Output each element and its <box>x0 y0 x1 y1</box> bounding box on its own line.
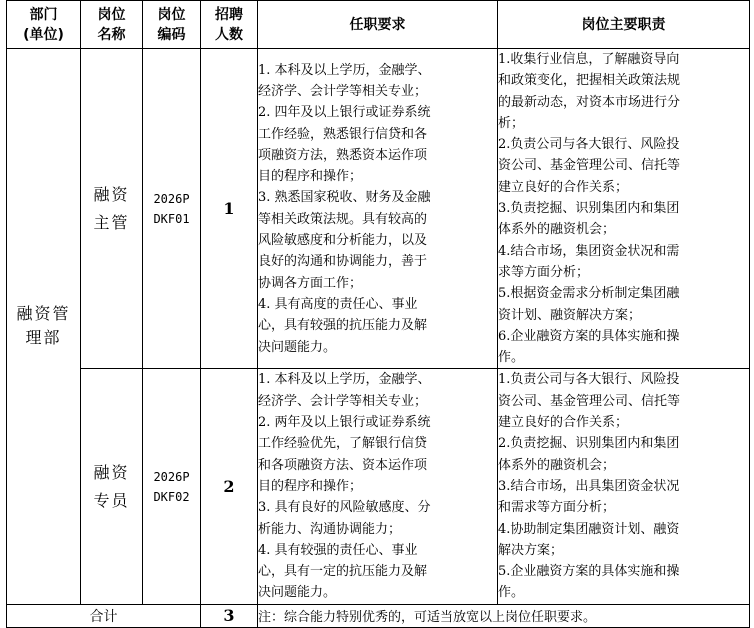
text-line: 的最新动态，对资本市场进行分 <box>498 94 681 110</box>
text-line: 5.企业融资方案的具体实施和操 <box>498 564 680 580</box>
text-line: 工作经验优先，了解银行信贷 <box>258 436 428 452</box>
text-line: 资计划、融资解决方案； <box>498 307 642 323</box>
text-line: 1.负责公司与各大银行、风险投 <box>498 372 680 388</box>
text-line: 经济学、会计学等相关专业； <box>258 393 428 409</box>
requirements-cell <box>258 369 498 604</box>
text-line: 1. 本科及以上学历，金融学、 <box>258 372 431 388</box>
table-row <box>7 49 750 369</box>
recruitment-table-wrapper <box>6 0 750 628</box>
text-line: 良好的沟通和协调能力，善于 <box>258 254 428 270</box>
total-note: 注：综合能力特别优秀的，可适当放宽以上岗位任职要求。 <box>258 604 750 627</box>
text-line: 心，具有较强的抗压能力及解 <box>258 318 428 334</box>
text-line: 工作经验，熟悉银行信贷和各 <box>258 126 428 142</box>
text-line: 3.负责挖掘、识别集团内和集团 <box>498 201 680 217</box>
header-requirements: 任职要求 <box>258 1 498 49</box>
text-line: 1. 本科及以上学历，金融学、 <box>258 62 431 78</box>
text-line: 目的程序和操作； <box>258 478 363 494</box>
text-line: 4.结合市场，集团资金状况和需 <box>498 243 680 259</box>
text-line: 和政策变化，把握相关政策法规 <box>498 73 681 89</box>
text-line: 等相关政策法规。具有较高的 <box>258 211 428 227</box>
total-label: 合计 <box>7 604 201 627</box>
text-line: 协调各方面工作； <box>258 275 363 291</box>
text-line: 2.负责挖掘、识别集团内和集团 <box>498 436 680 452</box>
text-line: 2.负责公司与各大银行、风险投 <box>498 137 680 153</box>
recruitment-table <box>6 0 750 628</box>
duties-cell <box>498 49 750 369</box>
position-code-cell: 2026P DKF01 <box>143 49 201 369</box>
requirements-cell <box>258 49 498 369</box>
text-line: 作。 <box>498 585 525 601</box>
text-line: 求等方面分析； <box>498 264 590 280</box>
text-line: 项融资方法，熟悉资本运作项 <box>258 147 428 163</box>
text-line: 风险敏感度和分析能力，以及 <box>258 233 428 249</box>
table-row <box>7 369 750 604</box>
text-line: 作。 <box>498 350 525 366</box>
text-line: 析； <box>498 115 525 131</box>
text-line: 体系外的融资机会； <box>498 222 616 238</box>
text-line: 和各项融资方法、资本运作项 <box>258 457 428 473</box>
headcount-cell: 2 <box>201 369 258 604</box>
headcount-cell: 1 <box>201 49 258 369</box>
text-line: 1.收集行业信息，了解融资导向 <box>498 52 680 67</box>
header-duties: 岗位主要职责 <box>498 1 750 49</box>
text-line: 和需求等方面分析； <box>498 500 616 516</box>
text-line: 6.企业融资方案的具体实施和操 <box>498 328 680 344</box>
text-line: 2. 四年及以上银行或证券系统 <box>258 105 431 121</box>
total-count: 3 <box>201 604 258 627</box>
text-line: 心，具有一定的抗压能力及解 <box>258 564 428 580</box>
header-department: 部门 (单位) <box>7 1 81 49</box>
position-name-cell: 融资 专员 <box>81 369 143 604</box>
text-line: 5.根据资金需求分析制定集团融 <box>498 286 680 302</box>
text-line: 4. 具有高度的责任心、事业 <box>258 296 418 312</box>
text-line: 析能力、沟通协调能力； <box>258 521 402 537</box>
text-line: 建立良好的合作关系； <box>498 415 629 431</box>
text-line: 经济学、会计学等相关专业； <box>258 83 428 99</box>
text-line: 2. 两年及以上银行或证券系统 <box>258 415 431 431</box>
text-line: 解决方案； <box>498 542 564 558</box>
header-row <box>7 1 750 49</box>
text-line: 4.协助制定集团融资计划、融资 <box>498 521 680 537</box>
text-line: 资公司、基金管理公司、信托等 <box>498 393 681 409</box>
text-line: 3. 熟悉国家税收、财务及金融 <box>258 190 431 206</box>
text-line: 资公司、基金管理公司、信托等 <box>498 158 681 174</box>
header-position-name: 岗位 名称 <box>81 1 143 49</box>
text-line: 4. 具有较强的责任心、事业 <box>258 542 418 558</box>
header-headcount: 招聘 人数 <box>201 1 258 49</box>
position-name-cell: 融资 主管 <box>81 49 143 369</box>
text-line: 决问题能力。 <box>258 339 337 355</box>
text-line: 3. 具有良好的风险敏感度、分 <box>258 500 431 516</box>
total-row <box>7 604 750 627</box>
text-line: 目的程序和操作； <box>258 169 363 185</box>
department-cell: 融资管 理部 <box>7 49 81 605</box>
text-line: 体系外的融资机会； <box>498 457 616 473</box>
header-position-code: 岗位 编码 <box>143 1 201 49</box>
text-line: 决问题能力。 <box>258 585 337 601</box>
text-line: 3.结合市场，出具集团资金状况 <box>498 478 680 494</box>
text-line: 建立良好的合作关系； <box>498 179 629 195</box>
duties-cell <box>498 369 750 604</box>
position-code-cell: 2026P DKF02 <box>143 369 201 604</box>
